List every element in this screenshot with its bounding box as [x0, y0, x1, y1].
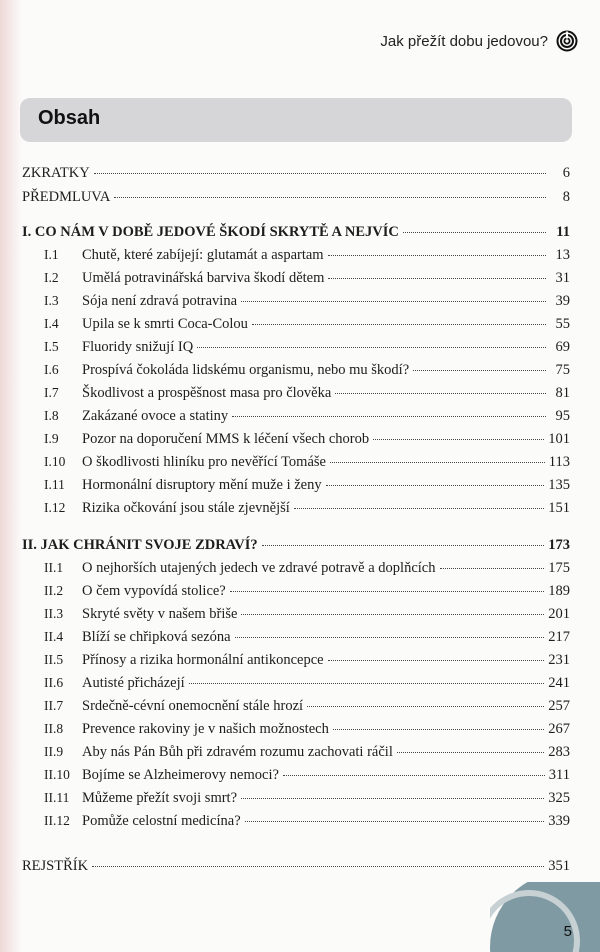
page-number: 5: [563, 923, 572, 940]
toc-entry-page: 217: [548, 629, 570, 645]
toc-entry-page: 267: [548, 721, 570, 737]
toc-entry[interactable]: [22, 696, 570, 716]
dot-leader: [326, 484, 545, 486]
dot-leader: [328, 277, 546, 279]
toc-entry-title: Přínosy a rizika hormonální antikoncepce: [82, 652, 324, 668]
toc-entry-title: Blíží se chřipková sezóna: [82, 629, 231, 645]
toc-entry-title: O čem vypovídá stolice?: [82, 583, 226, 599]
dot-leader: [94, 172, 546, 174]
toc-entry-number: I.9: [44, 431, 59, 446]
dot-leader: [114, 196, 546, 198]
toc-entry[interactable]: [22, 811, 570, 831]
toc-entry-title: Umělá potravinářská barviva škodí dětem: [82, 270, 325, 286]
toc-entry-page: 13: [555, 247, 570, 263]
dot-leader: [92, 865, 544, 867]
toc-entry-page: 325: [548, 790, 570, 806]
dot-leader: [189, 682, 545, 684]
toc-entry[interactable]: [22, 268, 570, 288]
running-head-text: Jak přežít dobu jedovou?: [380, 32, 548, 50]
toc-entry-title: ZKRATKY: [22, 165, 90, 181]
toc-entry-number: I.2: [44, 270, 59, 285]
toc-entry[interactable]: [22, 429, 570, 449]
toc-entry-number: II.9: [44, 744, 64, 759]
toc-entry-page: 175: [548, 560, 570, 576]
toc-entry[interactable]: [22, 742, 570, 762]
dot-leader: [283, 774, 545, 776]
toc-entry-number: II.8: [44, 721, 64, 736]
toc-entry-number: II.12: [44, 813, 70, 828]
dot-leader: [252, 323, 546, 325]
toc-entry-number: I.11: [44, 477, 65, 492]
folio-badge: [490, 882, 600, 952]
toc-entry-number: I.10: [44, 454, 66, 469]
dot-leader: [333, 728, 544, 730]
toc-entry-number: I.8: [44, 408, 59, 423]
toc-entry-page: 283: [548, 744, 570, 760]
toc-entry-number: II.4: [44, 629, 64, 644]
dot-leader: [235, 636, 545, 638]
toc-entry-title: O škodlivosti hliníku pro nevěřící Tomáše: [82, 454, 326, 470]
toc-entry-title: Škodlivost a prospěšnost masa pro člověka: [82, 385, 332, 401]
toc-part-2[interactable]: [22, 535, 570, 555]
toc-entry[interactable]: [22, 452, 570, 472]
toc-entry[interactable]: [22, 383, 570, 403]
toc-entry-number: I.7: [44, 385, 59, 400]
toc-entry-page: 189: [548, 583, 570, 599]
toc-entry[interactable]: [22, 314, 570, 334]
toc-entry-preface[interactable]: [22, 187, 570, 207]
toc-entry-title: REJSTŘÍK: [22, 858, 89, 874]
dot-leader: [330, 461, 545, 463]
toc-entry[interactable]: [22, 498, 570, 518]
dot-leader: [373, 438, 544, 440]
toc-entry-number: II.7: [44, 698, 64, 713]
toc-entry-title: Můžeme přežít svoji smrt?: [82, 790, 238, 806]
dot-leader: [230, 590, 545, 592]
toc-entry-number: II.6: [44, 675, 64, 690]
toc-entry[interactable]: [22, 604, 570, 624]
toc-entry[interactable]: [22, 650, 570, 670]
toc-entry-number: I.3: [44, 293, 59, 308]
dot-leader: [294, 507, 544, 509]
toc-entry-title: Skryté světy v našem břiše: [82, 606, 238, 622]
toc-entry-page: 55: [555, 316, 570, 332]
toc-entry-title: Zakázané ovoce a statiny: [82, 408, 229, 424]
toc-entry-title: Prevence rakoviny je v našich možnostech: [82, 721, 329, 737]
toc-entry-title: Pozor na doporučení MMS k léčení všech chorob: [82, 431, 370, 447]
toc-entry-title: Rizika očkování jsou stále zjevnější: [82, 500, 290, 516]
toc-entry-title: Fluoridy snižují IQ: [82, 339, 194, 355]
dot-leader: [262, 544, 545, 546]
toc-entry[interactable]: [22, 475, 570, 495]
dot-leader: [440, 567, 545, 569]
toc-entry[interactable]: [22, 291, 570, 311]
toc-entry-page: 81: [555, 385, 570, 401]
toc-entry-title: Hormonální disruptory mění muže i ženy: [82, 477, 322, 493]
dot-leader: [335, 392, 546, 394]
toc-entry-number: II.1: [44, 560, 64, 575]
toc-entry-page: 101: [548, 431, 570, 447]
toc-entry-page: 339: [548, 813, 570, 829]
toc-entry[interactable]: [22, 627, 570, 647]
dot-leader: [232, 415, 546, 417]
spiral-icon: [556, 30, 578, 52]
toc-entry-number: I.6: [44, 362, 59, 377]
toc-entry-index[interactable]: [22, 856, 570, 876]
toc-entry-title: Srdečně-cévní onemocnění stále hrozí: [82, 698, 304, 714]
toc-entry[interactable]: [22, 788, 570, 808]
toc-entry-title: PŘEDMLUVA: [22, 189, 111, 205]
toc-entry-number: I.12: [44, 500, 66, 515]
toc-entry-page: 39: [555, 293, 570, 309]
toc-entry-number: I.5: [44, 339, 59, 354]
toc-entry-page: 6: [562, 165, 570, 181]
contents-heading-bar: [20, 98, 572, 142]
toc-entry-title: Upila se k smrti Coca-Colou: [82, 316, 248, 332]
toc-entry-number: II.11: [44, 790, 70, 805]
toc-entry-title: Sója není zdravá potravina: [82, 293, 238, 309]
toc-entry-page: 95: [555, 408, 570, 424]
page-edge-shade: [0, 0, 22, 952]
dot-leader: [397, 751, 544, 753]
running-head: [380, 30, 578, 52]
toc-entry[interactable]: [22, 558, 570, 578]
toc-entry-title: Autisté přicházejí: [82, 675, 185, 691]
toc-entry-number: II.10: [44, 767, 70, 782]
toc-entry-page: 8: [562, 189, 570, 205]
toc-entry-title: O nejhorších utajených jedech ve zdravé potravě a doplňcích: [82, 560, 436, 576]
toc-part-page: 11: [556, 224, 570, 240]
toc-entry-page: 311: [548, 767, 570, 783]
toc-entry[interactable]: [22, 245, 570, 265]
toc-entry-page: 351: [548, 858, 570, 874]
toc-entry-number: I.1: [44, 247, 59, 262]
toc-part-title: I. CO NÁM V DOBĚ JEDOVÉ ŠKODÍ SKRYTĚ A NEJVÍC: [22, 224, 399, 240]
toc-entry-number: II.3: [44, 606, 64, 621]
toc-entry[interactable]: [22, 337, 570, 357]
toc-entry[interactable]: [22, 581, 570, 601]
toc-entry-number: II.5: [44, 652, 64, 667]
toc-entry-title: Chutě, které zabíjejí: glutamát a aspartam: [82, 247, 324, 263]
toc-entry[interactable]: [22, 765, 570, 785]
toc-entry-page: 257: [548, 698, 570, 714]
toc-entry[interactable]: [22, 406, 570, 426]
dot-leader: [307, 705, 544, 707]
toc-entry-title: Pomůže celostní medicína?: [82, 813, 241, 829]
dot-leader: [241, 300, 546, 302]
toc-part-page: 173: [548, 537, 570, 553]
toc-part-title: II. JAK CHRÁNIT SVOJE ZDRAVÍ?: [22, 537, 258, 553]
toc-entry[interactable]: [22, 719, 570, 739]
toc-entry[interactable]: [22, 360, 570, 380]
toc-entry-title: Aby nás Pán Bůh při zdravém rozumu zachovati ráčil: [82, 744, 393, 760]
toc-entry-page: 135: [548, 477, 570, 493]
dot-leader: [328, 254, 546, 256]
dot-leader: [241, 613, 544, 615]
dot-leader: [413, 369, 546, 371]
contents-heading: Obsah: [38, 107, 101, 129]
toc-entry-number: I.4: [44, 316, 59, 331]
dot-leader: [197, 346, 546, 348]
toc-entry-page: 241: [548, 675, 570, 691]
toc-entry-title: Prospívá čokoláda lidskému organismu, nebo mu škodí?: [82, 362, 410, 378]
toc-entry-title: Bojíme se Alzheimerovy nemoci?: [82, 767, 279, 783]
toc-part-1[interactable]: [22, 222, 570, 242]
dot-leader: [241, 797, 544, 799]
toc-entry-page: 201: [548, 606, 570, 622]
toc-entry-page: 75: [555, 362, 570, 378]
dot-leader: [403, 231, 546, 233]
toc-entry-page: 113: [548, 454, 570, 470]
toc-entry[interactable]: [22, 673, 570, 693]
toc-entry-abbreviations[interactable]: [22, 163, 570, 183]
dot-leader: [245, 820, 545, 822]
toc-entry-page: 151: [548, 500, 570, 516]
toc-entry-page: 69: [555, 339, 570, 355]
toc-entry-page: 31: [555, 270, 570, 286]
dot-leader: [328, 659, 545, 661]
toc-entry-number: II.2: [44, 583, 64, 598]
toc-entry-page: 231: [548, 652, 570, 668]
